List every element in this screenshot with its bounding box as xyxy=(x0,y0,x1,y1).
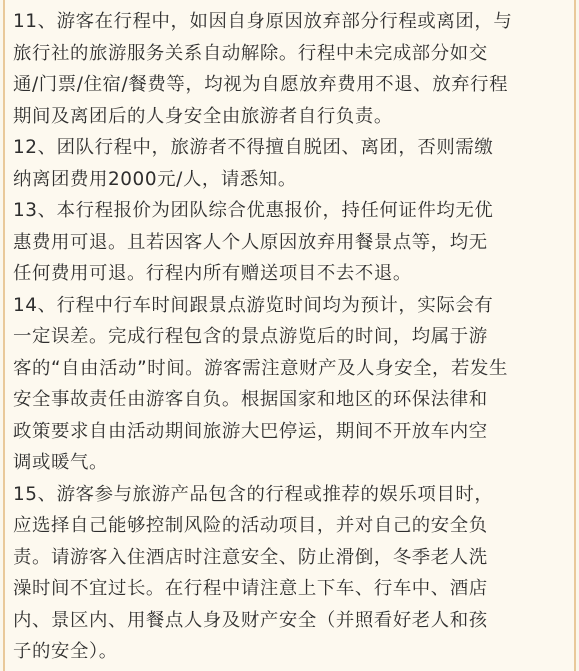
text-line: 纳离团费用2000元/人，请悉知。 xyxy=(13,168,297,190)
text-line: 客的“自由活动”时间。游客需注意财产及人身安全，若发生 xyxy=(13,357,509,379)
text-line: 责。请游客入住酒店时注意安全、防止滑倒，冬季老人洗 xyxy=(13,546,488,568)
paragraph-12 xyxy=(13,132,568,195)
text-line: 11、游客在行程中，如因自身原因放弃部分行程或离团，与 xyxy=(13,11,513,32)
text-line: 调或暖气。 xyxy=(13,452,108,473)
text-line: 澡时间不宜过长。在行程中请注意上下车、行车中、酒店 xyxy=(13,578,488,599)
text-line: 13、本行程报价为团队综合优惠报价，持任何证件均无优 xyxy=(13,200,494,221)
paragraph-14 xyxy=(13,290,568,479)
paragraph-15 xyxy=(13,479,568,668)
text-line: 14、行程中行车时间跟景点游览时间均为预计，实际会有 xyxy=(13,294,494,316)
text-line: 15、游客参与旅游产品包含的行程或推荐的娱乐项目时， xyxy=(13,483,494,505)
text-line: 通/门票/住宿/餐费等，均视为自愿放弃费用不退、放弃行程 xyxy=(13,74,509,95)
text-line: 惠费用可退。且若因客人个人原因放弃用餐景点等，均无 xyxy=(13,231,488,253)
notice-text xyxy=(13,0,568,668)
text-line: 旅行社的旅游服务关系自动解除。行程中未完成部分如交 xyxy=(13,42,488,64)
text-line: 子的安全）。 xyxy=(13,641,118,662)
text-line: 12、团队行程中，旅游者不得擅自脱团、离团，否则需缴 xyxy=(13,137,494,158)
text-line: 一定误差。完成行程包含的景点游览后的时间，均属于游 xyxy=(13,326,488,347)
text-line: 期间及离团后的人身安全由旅游者自行负责。 xyxy=(13,105,393,127)
paragraph-11 xyxy=(13,0,568,132)
paragraph-13 xyxy=(13,195,568,290)
text-line: 内、景区内、用餐点人身及财产安全（并照看好老人和孩 xyxy=(13,609,488,631)
text-line: 任何费用可退。行程内所有赠送项目不去不退。 xyxy=(13,263,412,284)
text-line: 安全事故责任由游客自负。根据国家和地区的环保法律和 xyxy=(13,389,488,410)
text-line: 应选择自己能够控制风险的活动项目，并对自己的安全负 xyxy=(13,515,488,536)
document-frame xyxy=(3,0,576,671)
text-line: 政策要求自由活动期间旅游大巴停运，期间不开放车内空 xyxy=(13,420,488,442)
